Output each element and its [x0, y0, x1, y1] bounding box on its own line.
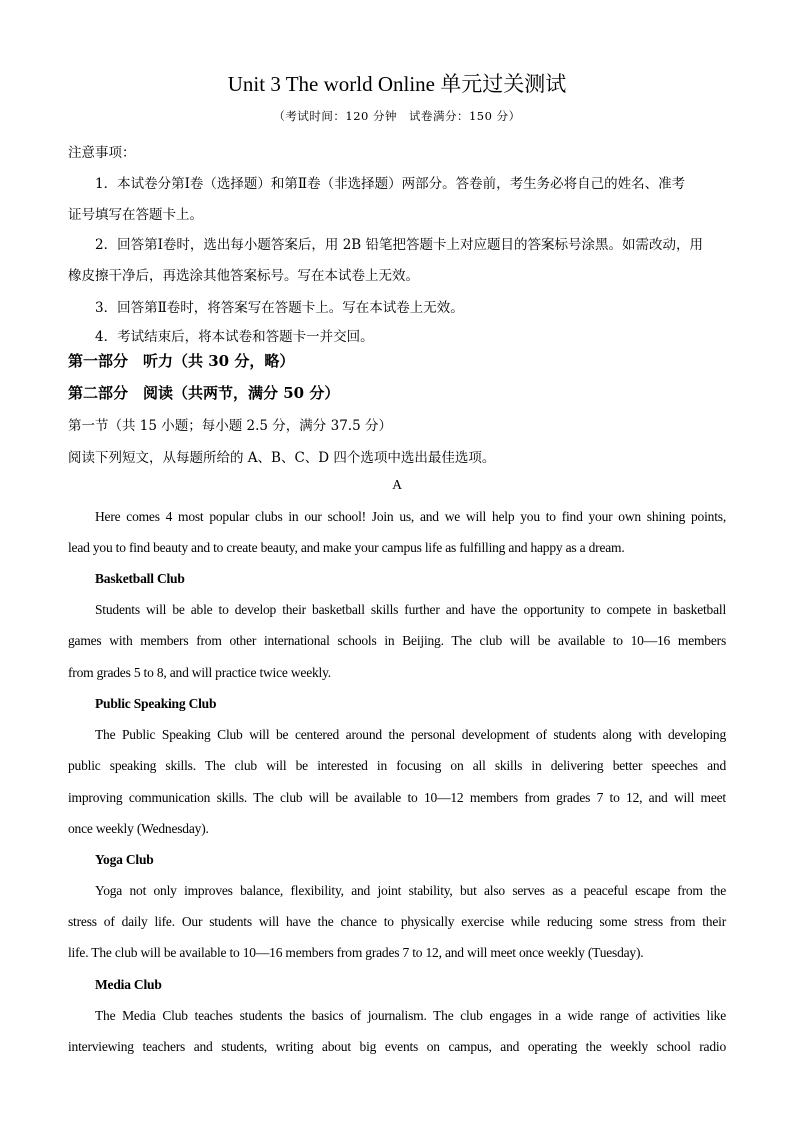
- page-title: Unit 3 The world Online 单元过关测试: [227, 72, 567, 96]
- club-text-line: games with members from other international schools in Beijing. The club will be available to 10—16 members: [68, 633, 726, 648]
- club-text-line: life. The club will be available to 10—16 members from grades 7 to 12, and will meet once weekly (Tuesday).: [68, 945, 644, 960]
- club-text-line: Students will be able to develop their basketball skills further and have the opportunity to compete in basketball: [95, 602, 726, 617]
- reading-instruction: 阅读下列短文，从每题所给的 A、B、C、D 四个选项中选出最佳选项。: [68, 450, 496, 466]
- club-text-line: The Public Speaking Club will be centered around the personal development of students along with developing: [95, 727, 726, 742]
- club-text-line: improving communication skills. The club will be available to 10—12 members from grades 7 to 12, and will meet: [68, 790, 726, 805]
- club-heading-yoga: Yoga Club: [95, 852, 154, 867]
- part-2-heading: 第二部分 阅读（共两节，满分 50 分）: [68, 384, 340, 402]
- exam-subtitle: （考试时间：120 分钟 试卷满分：150 分）: [273, 109, 521, 123]
- club-text-line: The Media Club teaches students the basics of journalism. The club engages in a wide range of activities like: [95, 1008, 726, 1023]
- notice-item-2-line-1: 2．回答第Ⅰ卷时，选出每小题答案后，用 2B 铅笔把答题卡上对应题目的答案标号涂黑。如需改动，用: [95, 237, 704, 253]
- club-text-line: Yoga not only improves balance, flexibility, and joint stability, but also serves as a peaceful escape from the: [95, 883, 726, 898]
- notice-heading: 注意事项：: [68, 145, 136, 161]
- club-heading-media: Media Club: [95, 977, 162, 992]
- club-text-line: from grades 5 to 8, and will practice twice weekly.: [68, 665, 331, 680]
- club-text-line: stress of daily life. Our students will have the chance to physically exercise while reducing some stress from their: [68, 914, 726, 929]
- intro-line-2: lead you to find beauty and to create beauty, and make your campus life as fulfilling and happy as a dream.: [68, 540, 625, 555]
- notice-item-1-line-1: 1．本试卷分第Ⅰ卷（选择题）和第Ⅱ卷（非选择题）两部分。答卷前，考生务必将自己的姓名、准考: [95, 176, 686, 192]
- intro-line-1: Here comes 4 most popular clubs in our school! Join us, and we will help you to find your own shining points,: [95, 509, 726, 524]
- part-1-heading: 第一部分 听力（共 30 分，略）: [68, 352, 295, 370]
- notice-item-3: 3．回答第Ⅱ卷时，将答案写在答题卡上。写在本试卷上无效。: [95, 300, 464, 316]
- club-heading-public-speaking: Public Speaking Club: [95, 696, 217, 711]
- club-text-line: interviewing teachers and students, writing about big events on campus, and operating the weekly school radio: [68, 1039, 726, 1054]
- club-text-line: public speaking skills. The club will be interested in focusing on all skills in delivering better speeches and: [68, 758, 726, 773]
- notice-item-4: 4．考试结束后，将本试卷和答题卡一并交回。: [95, 329, 374, 345]
- club-heading-basketball: Basketball Club: [95, 571, 185, 586]
- passage-label: A: [392, 477, 402, 492]
- club-text-line: once weekly (Wednesday).: [68, 821, 209, 836]
- notice-item-1-line-2: 证号填写在答题卡上。: [68, 207, 203, 223]
- section-1-heading: 第一节（共 15 小题；每小题 2.5 分，满分 37.5 分）: [68, 418, 392, 434]
- notice-item-2-line-2: 橡皮擦干净后，再选涂其他答案标号。写在本试卷上无效。: [68, 268, 419, 284]
